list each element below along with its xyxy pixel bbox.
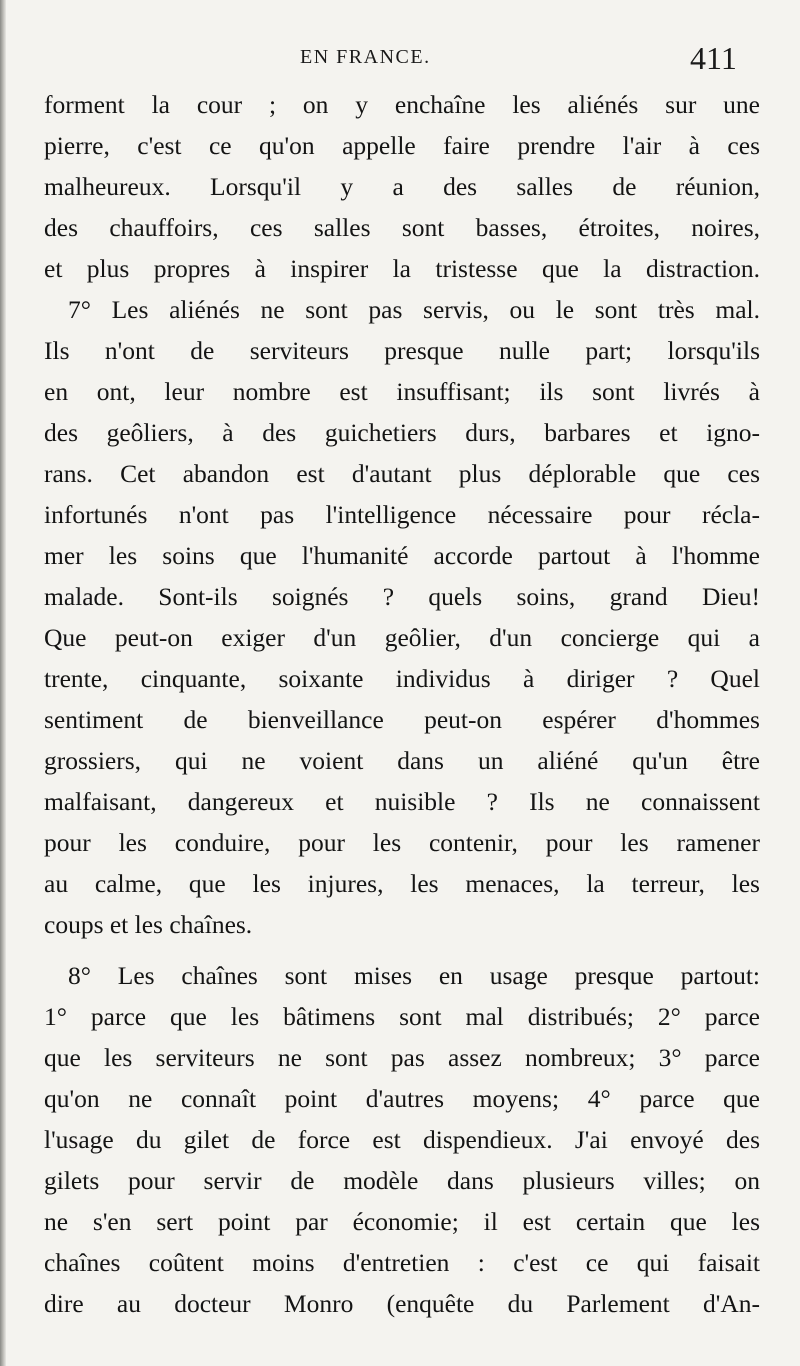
text-line: malfaisant, dangereux et nuisible ? Ils ne connaissent (44, 787, 760, 816)
text-line: 8° Les chaînes sont mises en usage presque partout: (68, 961, 760, 990)
paragraph-gap (44, 945, 760, 955)
text-line: 1° parce que les bâtimens sont mal distribués; 2° parce (44, 1002, 760, 1031)
text-line: infortunés n'ont pas l'intelligence nécessaire pour récla- (44, 500, 760, 529)
text-line: des chauffoirs, ces salles sont basses, étroites, noires, (44, 213, 760, 242)
text-line: malheureux. Lorsqu'il y a des salles de réunion, (44, 172, 760, 201)
text-line: que les serviteurs ne sont pas assez nombreux; 3° parce (44, 1043, 760, 1072)
text-line: mer les soins que l'humanité accorde partout à l'homme (44, 541, 760, 570)
text-line: ne s'en sert point par économie; il est certain que les (44, 1207, 760, 1236)
text-line: pour les conduire, pour les contenir, pour les ramener (44, 828, 760, 857)
text-line: en ont, leur nombre est insuffisant; ils sont livrés à (44, 377, 760, 406)
text-line: forment la cour ; on y enchaîne les aliénés sur une (44, 90, 760, 119)
body-text (44, 84, 760, 1324)
text-line: qu'on ne connaît point d'autres moyens; 4° parce que (44, 1084, 760, 1113)
text-line: malade. Sont-ils soignés ? quels soins, grand Dieu! (44, 582, 760, 611)
text-line: grossiers, qui ne voient dans un aliéné qu'un être (44, 746, 760, 775)
text-line: au calme, que les injures, les menaces, la terreur, les (44, 869, 760, 898)
paragraph-7 (44, 289, 760, 945)
text-line: trente, cinquante, soixante individus à diriger ? Quel (44, 664, 760, 693)
paragraph-8 (44, 955, 760, 1324)
text-line: dire au docteur Monro (enquête du Parlement d'An- (44, 1289, 760, 1318)
text-line: pierre, c'est ce qu'on appelle faire prendre l'air à ces (44, 131, 760, 160)
text-line: gilets pour servir de modèle dans plusieurs villes; on (44, 1166, 760, 1195)
paragraph-continuation (44, 84, 760, 289)
text-line: des geôliers, à des guichetiers durs, barbares et igno- (44, 418, 760, 447)
text-line: coups et les chaînes. (44, 910, 253, 939)
page-header (0, 40, 800, 80)
text-line: Ils n'ont de serviteurs presque nulle part; lorsqu'ils (44, 336, 760, 365)
text-line: 7° Les aliénés ne sont pas servis, ou le sont très mal. (68, 295, 760, 324)
text-line: rans. Cet abandon est d'autant plus déplorable que ces (44, 459, 760, 488)
text-line: Que peut-on exiger d'un geôlier, d'un concierge qui a (44, 623, 760, 652)
page-number: 411 (690, 40, 737, 76)
text-line: l'usage du gilet de force est dispendieux. J'ai envoyé des (44, 1125, 760, 1154)
page-binding-shadow (0, 0, 6, 1366)
text-line: et plus propres à inspirer la tristesse que la distraction. (44, 254, 760, 283)
text-line: sentiment de bienveillance peut-on espérer d'hommes (44, 705, 760, 734)
running-head: EN FRANCE. (300, 46, 431, 68)
text-line: chaînes coûtent moins d'entretien : c'est ce qui faisait (44, 1248, 760, 1277)
